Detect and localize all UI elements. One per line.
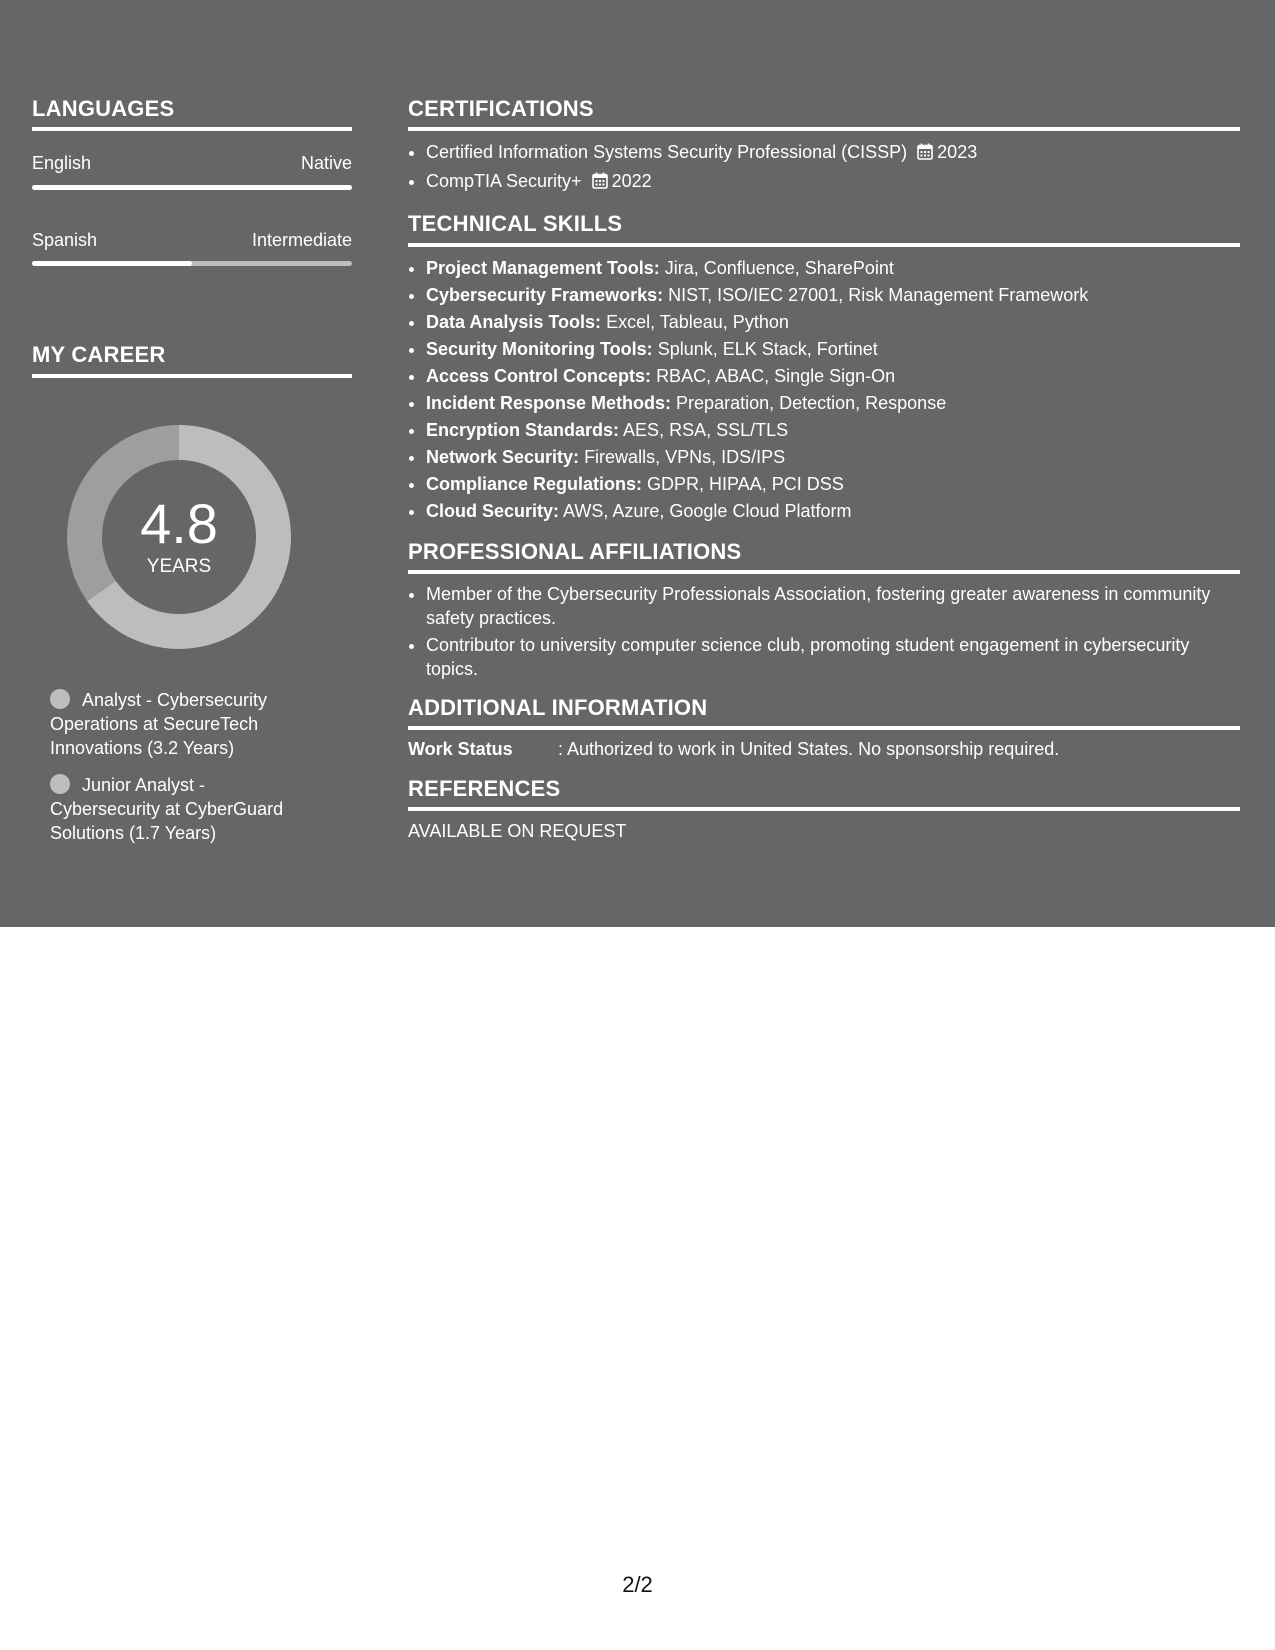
career-item-text: Junior Analyst - Cybersecurity at CyberGuard Solutions (1.7 Years) xyxy=(50,774,284,843)
skill-value: RBAC, ABAC, Single Sign-On xyxy=(656,365,896,386)
skill-label: Security Monitoring Tools: xyxy=(426,338,653,359)
career-item xyxy=(50,688,310,760)
skill-label: Compliance Regulations: xyxy=(426,473,643,494)
skill-label: Access Control Concepts: xyxy=(426,365,652,386)
references-title: REFERENCES xyxy=(408,776,1240,811)
page-number: 2/2 xyxy=(622,1572,653,1597)
certification-year: 2023 xyxy=(937,142,978,163)
skill-item xyxy=(426,363,1240,390)
certification-item xyxy=(426,139,1240,168)
certification-year: 2022 xyxy=(611,171,652,192)
skill-value: Jira, Confluence, SharePoint xyxy=(664,257,894,278)
skill-value: GDPR, HIPAA, PCI DSS xyxy=(647,473,844,494)
skill-item xyxy=(426,417,1240,444)
certification-name: Certified Information Systems Security Professional (CISSP) xyxy=(426,142,908,163)
skill-label: Incident Response Methods: xyxy=(426,392,672,413)
certification-item xyxy=(426,168,1240,197)
skills-title: TECHNICAL SKILLS xyxy=(408,211,1240,246)
language-name: English xyxy=(32,153,92,174)
skill-value: NIST, ISO/IEC 27001, Risk Management Framework xyxy=(668,284,1089,305)
skill-label: Data Analysis Tools: xyxy=(426,311,602,332)
skill-item xyxy=(426,390,1240,417)
donut-center xyxy=(64,422,294,652)
skill-value: Excel, Tableau, Python xyxy=(606,311,789,332)
skill-label: Encryption Standards: xyxy=(426,419,620,440)
skill-item xyxy=(426,255,1240,282)
certifications-list xyxy=(408,139,1240,197)
skill-value: Firewalls, VPNs, IDS/IPS xyxy=(584,446,786,467)
skill-value: Preparation, Detection, Response xyxy=(676,392,947,413)
circle-dot-icon xyxy=(50,774,70,794)
skill-label: Cybersecurity Frameworks: xyxy=(426,284,664,305)
skill-value: AES, RSA, SSL/TLS xyxy=(623,419,789,440)
additional-info-title: ADDITIONAL INFORMATION xyxy=(408,695,1240,730)
calendar-icon xyxy=(917,141,933,168)
references-text: AVAILABLE ON REQUEST xyxy=(408,820,627,841)
skill-value: Splunk, ELK Stack, Fortinet xyxy=(657,338,878,359)
language-row xyxy=(32,230,352,252)
language-name: Spanish xyxy=(32,229,98,250)
skill-item xyxy=(426,471,1240,498)
skill-label: Project Management Tools: xyxy=(426,257,660,278)
career-total-unit: YEARS xyxy=(146,555,212,577)
affiliation-item: • Contributor to university computer science club, promoting student engagement in cybersecurity topics. xyxy=(426,633,1240,681)
affiliations-list xyxy=(408,582,1240,681)
language-proficiency-fill xyxy=(32,261,192,266)
work-status-label: Work Status xyxy=(408,739,513,760)
career-item xyxy=(50,773,310,845)
affiliations-title: PROFESSIONAL AFFILIATIONS xyxy=(408,539,1240,574)
skill-value: AWS, Azure, Google Cloud Platform xyxy=(563,500,852,521)
language-proficiency-bar xyxy=(32,261,352,266)
work-status-value: : Authorized to work in United States. No sponsorship required. xyxy=(558,739,1060,760)
circle-dot-icon xyxy=(50,689,70,709)
certifications-title: CERTIFICATIONS xyxy=(408,96,1240,131)
language-row xyxy=(32,153,352,175)
right-column xyxy=(408,96,1240,842)
career-donut-chart xyxy=(64,422,294,652)
language-proficiency-fill xyxy=(32,185,352,190)
career-item-text: Analyst - Cybersecurity Operations at SecureTech Innovations (3.2 Years) xyxy=(50,689,268,758)
work-status-row xyxy=(408,738,1240,761)
language-level: Native xyxy=(300,153,352,174)
career-title: MY CAREER xyxy=(32,342,352,377)
career-total-years: 4.8 xyxy=(140,491,218,555)
left-column xyxy=(32,96,352,858)
skill-label: Network Security: xyxy=(426,446,580,467)
language-level: Intermediate xyxy=(251,229,352,250)
skill-item xyxy=(426,336,1240,363)
skill-item xyxy=(426,309,1240,336)
skill-item xyxy=(426,282,1240,309)
career-list xyxy=(50,688,310,845)
certification-name: CompTIA Security+ xyxy=(426,171,582,192)
language-proficiency-bar xyxy=(32,185,352,190)
skill-label: Cloud Security: xyxy=(426,500,560,521)
affiliation-item: • Member of the Cybersecurity Professionals Association, fostering greater awareness in community safety practices. xyxy=(426,582,1240,630)
languages-title: LANGUAGES xyxy=(32,96,352,131)
skill-item xyxy=(426,498,1240,525)
calendar-icon xyxy=(592,170,608,197)
skill-item xyxy=(426,444,1240,471)
skills-list xyxy=(408,255,1240,525)
